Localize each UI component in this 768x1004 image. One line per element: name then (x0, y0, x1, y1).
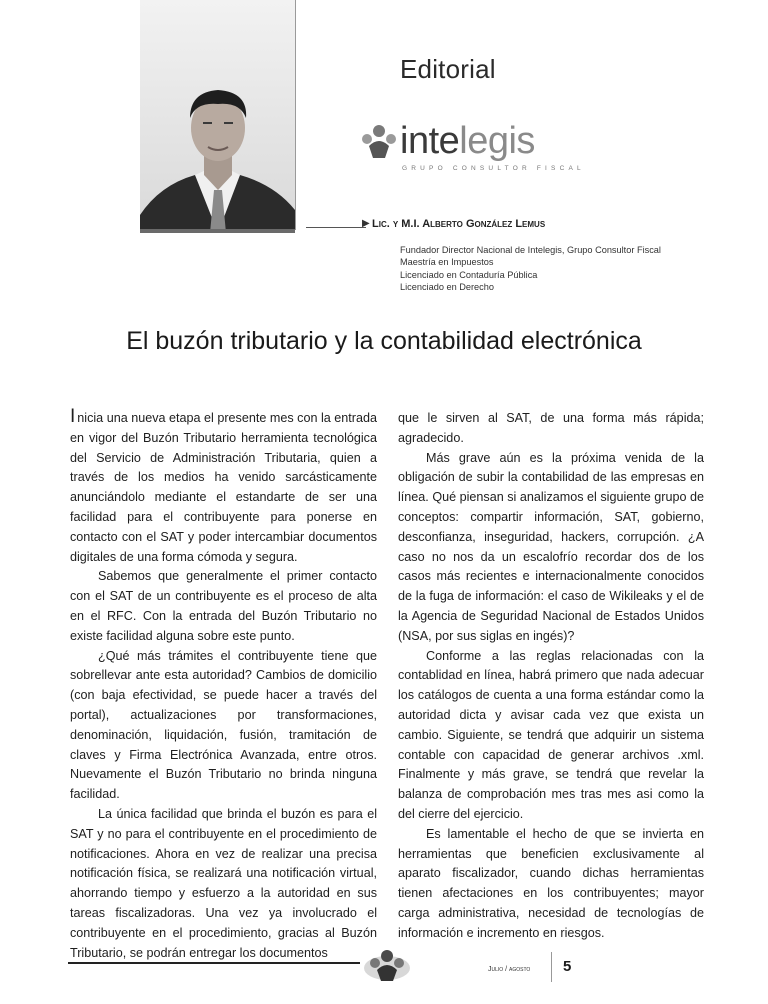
section-title: Editorial (400, 54, 496, 84)
paragraph (70, 406, 377, 567)
paragraph: ¿Qué más trámites el contribuyente tiene que sobrellevar ante esta autoridad? Cambios de domicilio (con baja efectividad, se puede hacer a través del portal), actualizaciones por transformaciones, denominación, liquidación, fusión, tramitación de claves y Firma Electrónica Avanzada, entre otros. Nuevamente el Buzón Tributario no brinda ninguna facilidad. (70, 648, 377, 802)
arrow-right-icon: ▶ (362, 218, 370, 229)
credential-line: Maestría en Impuestos (400, 257, 494, 268)
article-column-right (398, 409, 704, 944)
paragraph: Sabemos que generalmente el primer contacto con el SAT de un contribuyente es el proceso de alta en el RFC. Con la entrada del Buzón Tributario no existe facilidad alguna sobre este punto. (70, 569, 377, 643)
logo-tagline: GRUPO CONSULTOR FISCAL (402, 165, 585, 172)
paragraph: Es lamentable el hecho de que se invierta en herramientas que beneficien exclusivamente al aparato fiscalizador, cuando dichas herramientas tienen afectaciones en los contribuyentes; mayor carga administrativa, necesidad de tecnologías de información e incremento en riesgos. (398, 826, 704, 940)
paragraph: Más grave aún es la próxima venida de la obligación de subir la contabilidad de las empresas en línea. Qué piensan si analizamos el siguiente grupo de conceptos: compartir información, SAT, gobierno, desconfianza, inseguridad, hackers, corrupción. ¿A caso no nos da un escalofrío recordar dos de los casos más recientes e internacionalmente conocidos de la fuga de información: el caso de Wikileaks y el de la Agencia de Seguridad Nacional de Estados Unidos (NSA, por sus siglas en ingés)? (398, 450, 704, 643)
author-credentials (400, 244, 661, 293)
footer-logo-icon (362, 948, 412, 982)
page-number: 5 (563, 958, 572, 975)
author-rule (306, 227, 366, 228)
header-divider (295, 0, 296, 230)
logo-word-part-1: inte (400, 120, 460, 162)
paragraph: Conforme a las reglas relacionadas con la contablidad en línea, habrá primero que nada adecuar los catálogos de cuenta a una forma estándar como la autoridad dicta y avisar cada vez que exista un cambio. Siguiente, se tendrá que adquirir un sistema contable con capacidad de generar archivos .xml. Finalmente y más grave, se tendrá que revelar la balanza de comprobación mes tras mes asi como la del cierre del ejercicio. (398, 648, 704, 821)
paragraph: La única facilidad que brinda el buzón es para el SAT y no para el contribuyente en el procedimiento de notificaciones. Ahora en vez de realizar una precisa notificación física, se realizará una notificación virtual, ahorrando tiempo y esfuerzo a la autoridad en sus tareas fiscalizadoras. Una vez ya involucrado el contribuyente en el procedimiento, gracias al Buzón Tributario, se podrán entregar los documentos (70, 806, 377, 960)
article-title: El buzón tributario y la contabilidad electrónica (126, 327, 642, 355)
author-portrait (140, 0, 295, 233)
credential-line: Licenciado en Derecho (400, 281, 494, 292)
paragraph: que le sirven al SAT, de una forma más rápida; agradecido. (398, 411, 704, 445)
issue-label: Julio / agosto (488, 966, 531, 973)
paragraph-text: nicia una nueva etapa el presente mes con la entrada en vigor del Buzón Tributario herramienta tecnológica del Servicio de Administración Tributaria, quien a través de los medios ha venido sarcásticamente anunciándolo mediante el estandarte de ser una facilidad para el contribuyente para ponerse en contacto con el SAT y poder intercambiar documentos digitales de una forma cómoda y segura. (70, 411, 377, 564)
logo-word-part-2: legis (459, 120, 535, 162)
author-photo (140, 0, 295, 233)
dropcap: I (70, 406, 76, 427)
credential-line: Licenciado en Contaduría Pública (400, 269, 538, 280)
photo-bottom-bar (140, 229, 295, 233)
footer-divider (551, 952, 552, 982)
author-name: Lic. y M.I. Alberto González Lemus (372, 218, 546, 230)
article-column-left (70, 406, 377, 963)
intelegis-logo-icon (360, 124, 398, 158)
credential-line: Fundador Director Nacional de Intelegis, Grupo Consultor Fiscal (400, 245, 661, 255)
footer-rule (68, 962, 360, 964)
intelegis-logo (400, 120, 535, 162)
